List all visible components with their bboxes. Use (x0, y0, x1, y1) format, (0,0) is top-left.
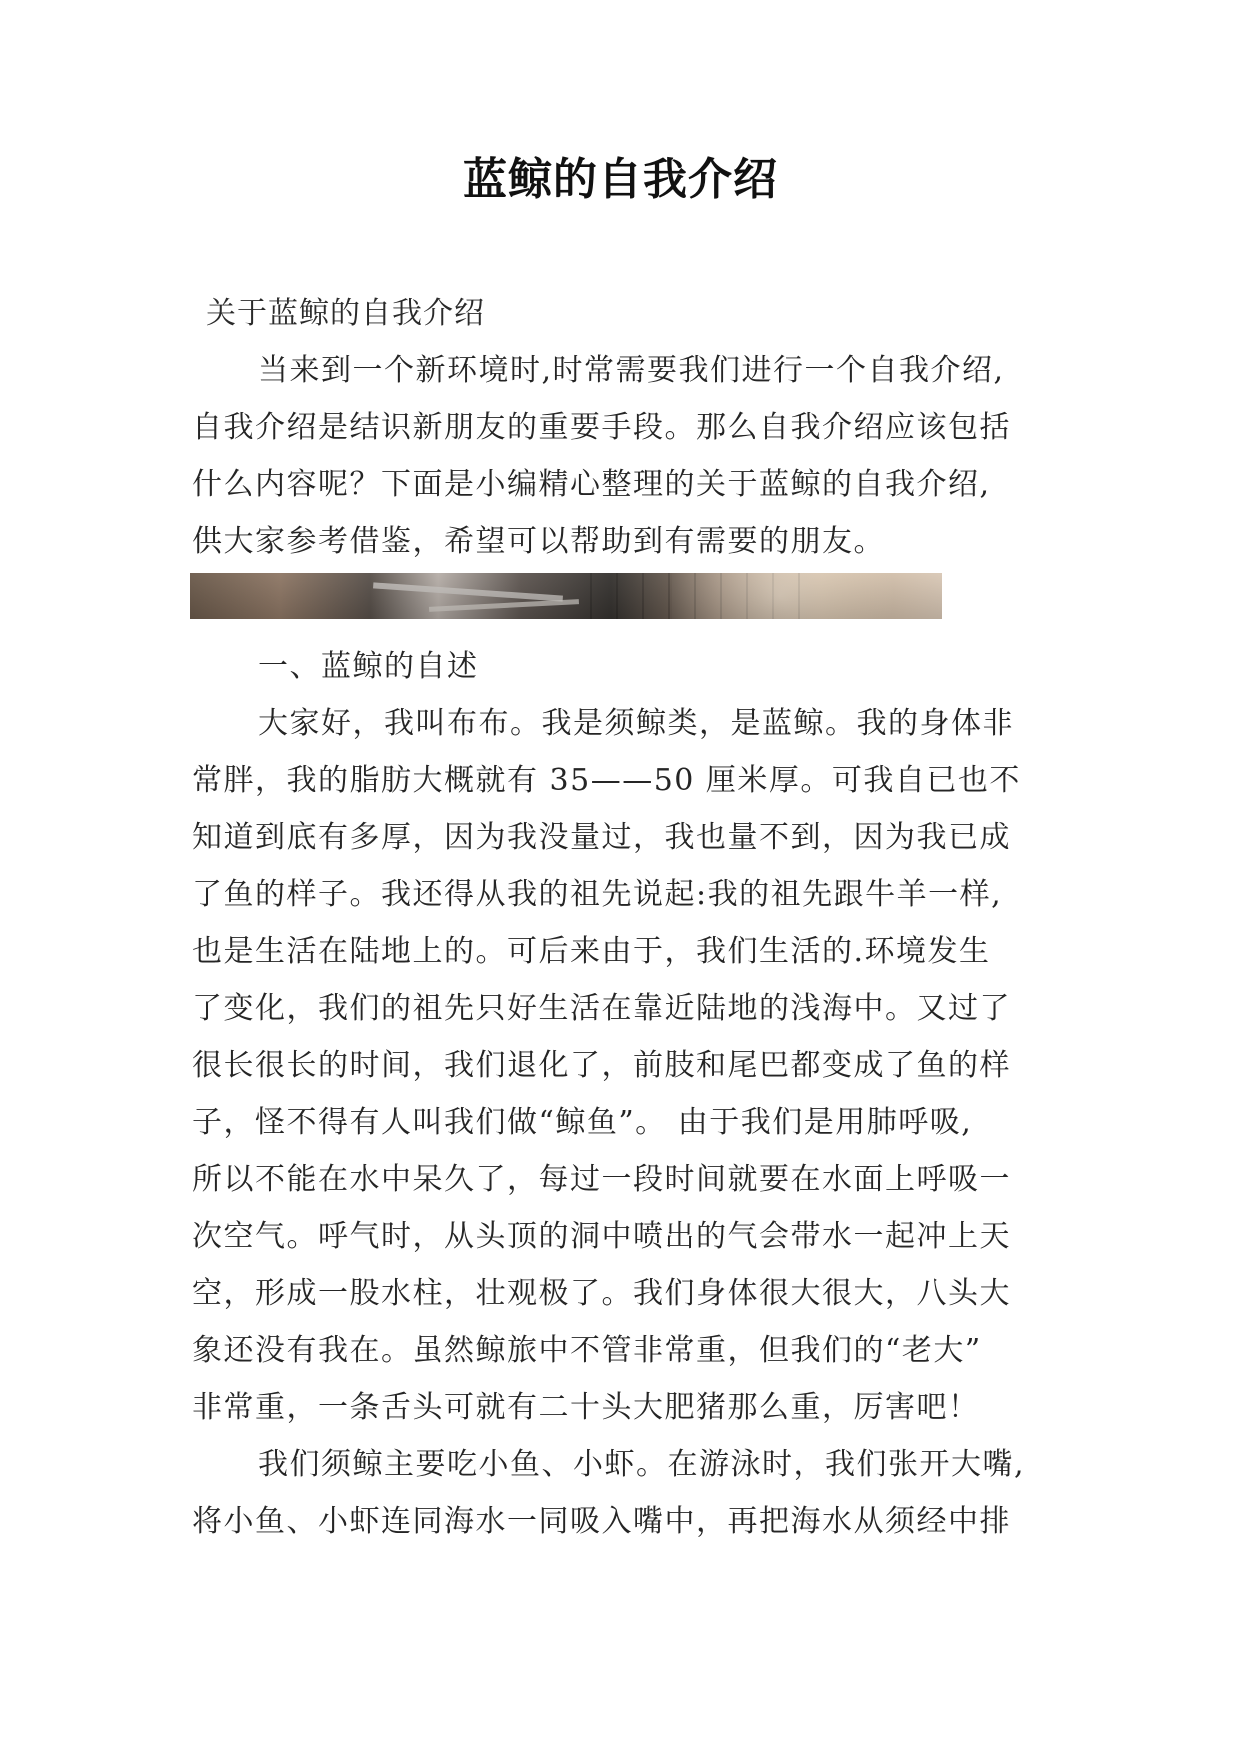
intro-line: 自我介绍是结识新朋友的重要手段。那么自我介绍应该包括 (192, 410, 1011, 445)
document-subtitle: 关于蓝鲸的自我介绍 (206, 296, 485, 331)
paragraph-line: 我们须鲸主要吃小鱼、小虾。在游泳时，我们张开大嘴, (258, 1447, 1026, 1482)
paragraph-line: 空，形成一股水柱，壮观极了。我们身体很大很大，八头大 (192, 1276, 1011, 1311)
paragraph-line: 常胖，我的脂肪大概就有 35——50 厘米厚。可我自已也不 (192, 763, 1021, 798)
paragraph-line: 很长很长的时间，我们退化了，前肢和尾巴都变成了鱼的样 (192, 1048, 1011, 1083)
document-title: 蓝鲸的自我介绍 (463, 154, 778, 205)
paragraph-line: 大家好，我叫布布。我是须鲸类，是蓝鲸。我的身体非 (258, 706, 1014, 741)
paragraph-line: 子，怪不得有人叫我们做“鲸鱼”。 由于我们是用肺呼吸, (192, 1105, 973, 1140)
cropped-photo-image (190, 573, 942, 619)
intro-line: 当来到一个新环境时,时常需要我们进行一个自我介绍, (258, 353, 1005, 388)
photo-shading (190, 573, 942, 619)
intro-line: 供大家参考借鉴，希望可以帮助到有需要的朋友。 (192, 524, 885, 559)
paragraph-line: 也是生活在陆地上的。可后来由于，我们生活的.环境发生 (192, 934, 991, 969)
intro-line: 什么内容呢？下面是小编精心整理的关于蓝鲸的自我介绍, (192, 467, 991, 502)
paragraph-line: 知道到底有多厚，因为我没量过，我也量不到，因为我已成 (192, 820, 1011, 855)
paragraph-line: 将小鱼、小虾连同海水一同吸入嘴中，再把海水从须经中排 (192, 1504, 1011, 1539)
paragraph-line: 了鱼的样子。我还得从我的祖先说起:我的祖先跟牛羊一样, (192, 877, 1003, 912)
paragraph-line: 非常重，一条舌头可就有二十头大肥猪那么重，厉害吧！ (192, 1390, 980, 1425)
section-heading: 一、蓝鲸的自述 (258, 649, 479, 684)
paragraph-line: 所以不能在水中呆久了，每过一段时间就要在水面上呼吸一 (192, 1162, 1011, 1197)
paragraph-line: 了变化，我们的祖先只好生活在靠近陆地的浅海中。又过了 (192, 991, 1011, 1026)
paragraph-line: 象还没有我在。虽然鲸旅中不管非常重，但我们的“老大” (192, 1333, 982, 1368)
paragraph-line: 次空气。呼气时，从头顶的洞中喷出的气会带水一起冲上天 (192, 1219, 1011, 1254)
